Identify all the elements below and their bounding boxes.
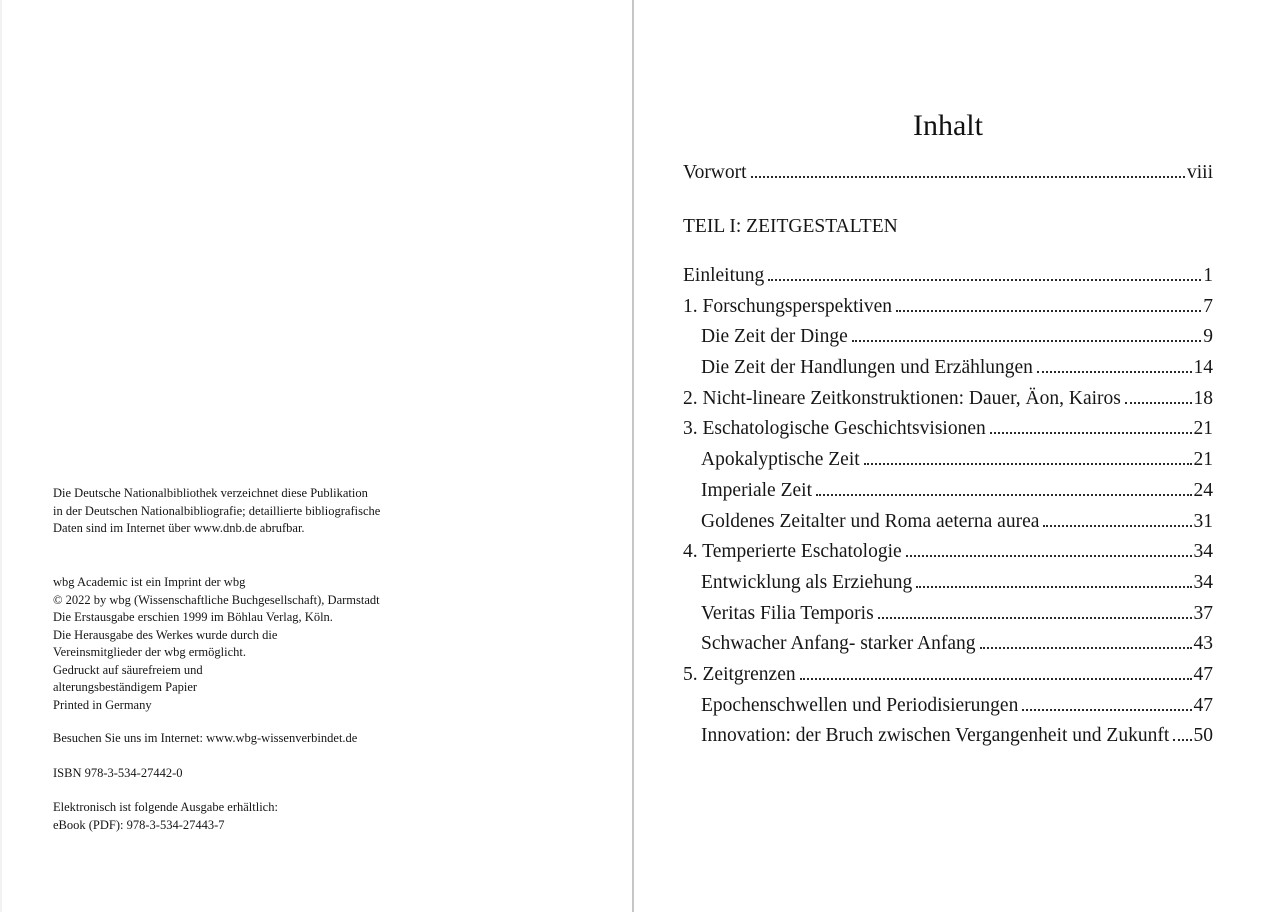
- toc-entry-page: 37: [1193, 602, 1213, 624]
- toc-entry-label: Vorwort: [683, 162, 747, 183]
- ebook-availability: [53, 799, 493, 834]
- dot-leader: [878, 617, 1192, 619]
- toc-entry-label: Apokalyptische Zeit: [701, 449, 860, 471]
- toc-entry: [683, 476, 1213, 507]
- toc-entry-label: Einleitung: [683, 265, 765, 286]
- toc-entry-label: 1. Forschungsperspektiven: [683, 295, 893, 317]
- text-line: wbg Academic ist ein Imprint der wbg: [53, 575, 246, 589]
- toc-entry: [683, 660, 1213, 691]
- toc-entry: [683, 445, 1213, 476]
- toc-entry: [683, 629, 1213, 660]
- page-divider: [632, 0, 634, 912]
- toc-entry-label: Schwacher Anfang- starker Anfang: [701, 633, 976, 655]
- text-line: in der Deutschen Nationalbibliografie; detaillierte bibliografische: [53, 503, 381, 518]
- toc-entry-label: 2. Nicht-lineare Zeitkonstruktionen: Dauer, Äon, Kairos: [683, 387, 1121, 409]
- dot-leader: [990, 432, 1192, 434]
- toc-entry-label: 5. Zeitgrenzen: [683, 663, 796, 685]
- toc-entry: [683, 353, 1213, 384]
- text-line: © 2022 by wbg (Wissenschaftliche Buchgesellschaft), Darmstadt: [53, 592, 380, 607]
- toc-entry: [683, 599, 1213, 630]
- dot-leader: [816, 494, 1192, 496]
- dot-leader: [852, 340, 1202, 342]
- dot-leader: [980, 647, 1192, 649]
- contents-page: [683, 0, 1213, 912]
- toc-entry-page: 21: [1193, 449, 1213, 471]
- toc-entry-page: 34: [1193, 541, 1213, 563]
- dot-leader: [1022, 709, 1191, 711]
- toc-entry-label: Innovation: der Bruch zwischen Vergangenheit und Zukunft: [701, 725, 1170, 747]
- dot-leader: [751, 176, 1185, 178]
- toc-entries: [683, 261, 1213, 752]
- text-line: Gedruckt auf säurefreiem und: [53, 662, 203, 677]
- dot-leader: [1173, 739, 1191, 741]
- toc-entry-label: Imperiale Zeit: [701, 479, 812, 501]
- toc-entry: [683, 691, 1213, 722]
- dot-leader: [896, 310, 1201, 312]
- toc-entry-label: Entwicklung als Erziehung: [701, 571, 913, 593]
- dot-leader: [916, 586, 1191, 588]
- toc-entry-page: 21: [1193, 418, 1213, 440]
- toc-entry-page: 1: [1203, 265, 1213, 286]
- toc-entry: [683, 384, 1213, 415]
- toc-entry-page: 14: [1193, 357, 1213, 379]
- toc-entry-label: Epochenschwellen und Periodisierungen: [701, 694, 1019, 716]
- text-line: Die Herausgabe des Werkes wurde durch die: [53, 627, 278, 642]
- text-line: eBook (PDF): 978-3-534-27443-7: [53, 817, 225, 832]
- copyright-block: [53, 574, 493, 714]
- text-line: Die Erstausgabe erschien 1999 im Böhlau Verlag, Köln.: [53, 610, 333, 624]
- text-line: Vereinsmitglieder der wbg ermöglicht.: [53, 645, 246, 659]
- part-heading: TEIL I: ZEITGESTALTEN: [683, 216, 898, 237]
- toc-entry: [683, 721, 1213, 752]
- toc-entry-page: 18: [1193, 387, 1213, 409]
- toc-entry: [683, 537, 1213, 568]
- toc-entry-vorwort: [683, 158, 1213, 189]
- toc-entry-label: 3. Eschatologische Geschichtsvisionen: [683, 418, 986, 440]
- text-line: Elektronisch ist folgende Ausgabe erhältlich:: [53, 800, 278, 814]
- text-line: Die Deutsche Nationalbibliothek verzeichnet diese Publikation: [53, 486, 368, 500]
- toc-entry-page: 9: [1203, 326, 1213, 348]
- toc-entry-page: 47: [1193, 694, 1213, 716]
- toc-entry-label: Die Zeit der Handlungen und Erzählungen: [701, 357, 1033, 379]
- toc-entry-page: viii: [1186, 162, 1213, 183]
- text-line: Printed in Germany: [53, 697, 152, 712]
- isbn-line: ISBN 978-3-534-27442-0: [53, 766, 183, 780]
- dot-leader: [864, 463, 1192, 465]
- contents-title: Inhalt: [913, 109, 983, 142]
- dot-leader: [906, 555, 1192, 557]
- toc-entry: [683, 292, 1213, 323]
- dot-leader: [1037, 371, 1192, 373]
- toc-entry-page: 31: [1193, 510, 1213, 532]
- dot-leader: [1043, 525, 1191, 527]
- website-line: Besuchen Sie uns im Internet: www.wbg-wissenverbindet.de: [53, 731, 358, 745]
- toc-entry-label: 4. Temperierte Eschatologie: [683, 541, 902, 563]
- toc-entry-page: 7: [1203, 295, 1213, 317]
- dot-leader: [768, 279, 1201, 281]
- toc-entry: [683, 322, 1213, 353]
- text-line: alterungsbeständigem Papier: [53, 680, 198, 694]
- toc-entry: [683, 507, 1213, 538]
- dot-leader: [1125, 402, 1192, 404]
- toc-entry-label: Goldenes Zeitalter und Roma aeterna aurea: [701, 510, 1040, 532]
- text-line: Daten sind im Internet über www.dnb.de abrufbar.: [53, 521, 305, 535]
- toc-entry-label: Veritas Filia Temporis: [701, 602, 874, 624]
- toc-entry-page: 24: [1193, 479, 1213, 501]
- dot-leader: [800, 678, 1192, 680]
- toc-entry-page: 34: [1193, 571, 1213, 593]
- dnb-notice: [53, 485, 493, 538]
- toc-entry: [683, 568, 1213, 599]
- toc-entry-page: 50: [1193, 725, 1213, 747]
- toc-entry-page: 47: [1193, 663, 1213, 685]
- toc-entry-page: 43: [1193, 633, 1213, 655]
- toc-entry: [683, 261, 1213, 292]
- toc-entry: [683, 414, 1213, 445]
- toc-entry-label: Die Zeit der Dinge: [701, 326, 848, 348]
